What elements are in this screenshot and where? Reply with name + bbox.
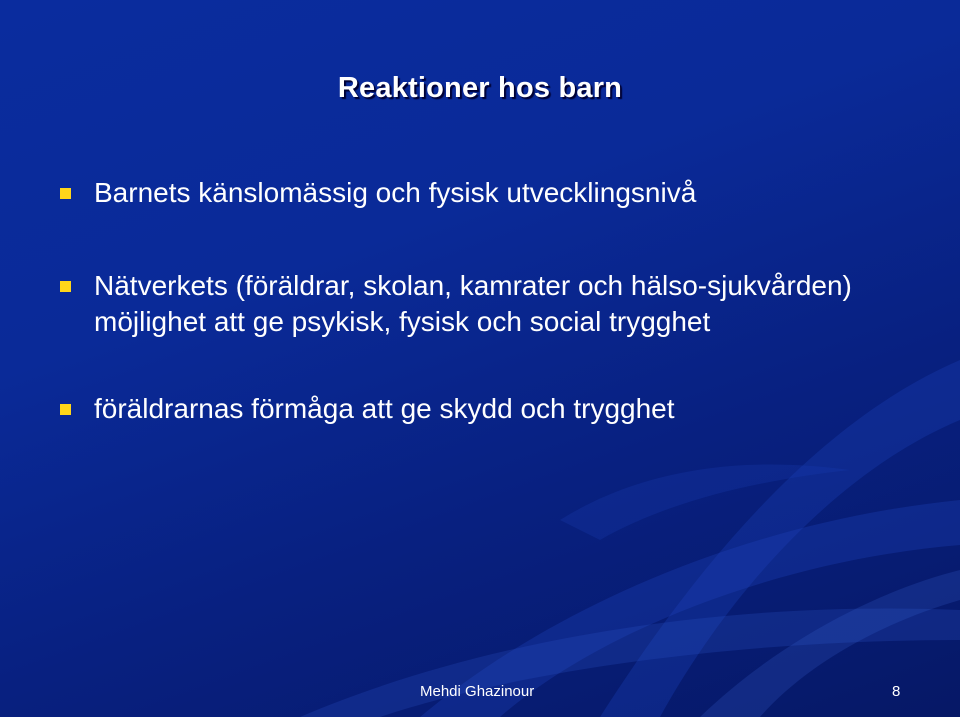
square-bullet-icon <box>60 281 71 292</box>
bullet-text: föräldrarnas förmåga att ge skydd och trygghet <box>94 393 675 424</box>
bullet-item <box>60 268 880 340</box>
page-number: 8 <box>892 683 901 700</box>
square-bullet-icon <box>60 404 71 415</box>
bullet-item <box>60 391 880 427</box>
square-bullet-icon <box>60 188 71 199</box>
slide-title: Reaktioner hos barn <box>337 72 623 104</box>
bullet-text: Nätverkets (föräldrar, skolan, kamrater och hälso-sjukvården) möjlighet att ge psykisk, fysisk och social trygghet <box>94 270 852 337</box>
bullet-text: Barnets känslomässig och fysisk utvecklingsnivå <box>94 177 697 208</box>
footer-author: Mehdi Ghazinour <box>420 683 535 700</box>
bullet-item <box>60 175 880 211</box>
